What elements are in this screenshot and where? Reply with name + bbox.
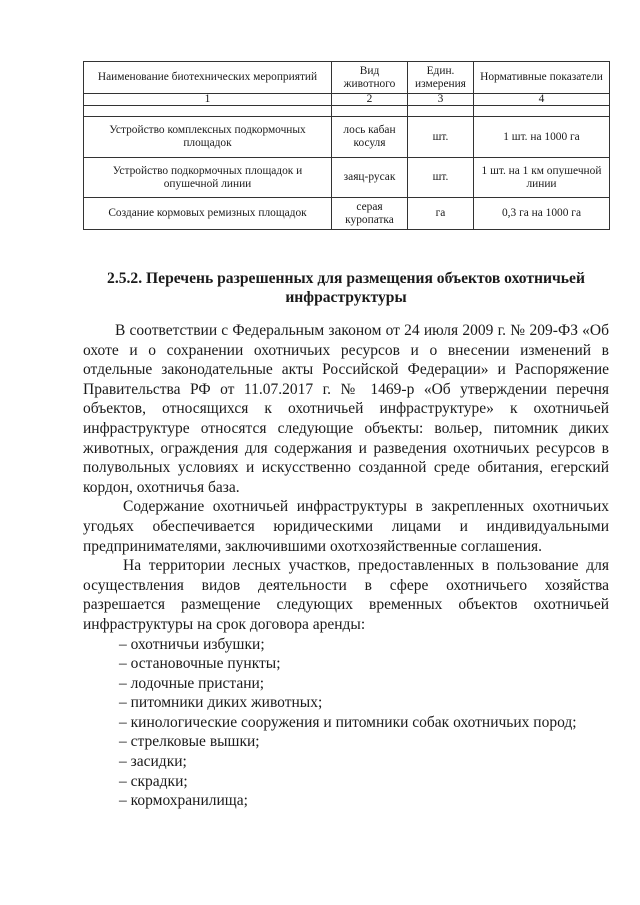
column-number: 2 [332,94,408,106]
list-item: – питомники диких животных; [119,694,323,712]
table-cell: серая куропатка [332,198,408,230]
table-cell: заяц-русак [332,158,408,198]
column-number: 1 [84,94,332,106]
table-empty-row [84,106,610,117]
table-cell: Устройство комплексных подкормочных площадок [84,117,332,158]
list-item: – кинологические сооружения и питомники собак охотничьих пород; [119,713,577,731]
table-cell: га [408,198,474,230]
list-item: – охотничьи избушки; [119,635,265,653]
table-cell: 1 шт. на 1 км опушечной линии [474,158,610,198]
table-header-row [84,62,610,94]
table-cell: шт. [408,158,474,198]
list-item: – лодочные пристани; [119,674,265,692]
header-measure-name: Наименование биотехнических мероприятий [84,62,332,94]
table-row [84,117,610,158]
list-item: – остановочные пункты; [119,655,281,673]
paragraph: В соответствии с Федеральным законом от 24 июля 2009 г. № 209-ФЗ «Об охоте и о сохранении охотничьих ресурсов и о внесении изменений в отдельные законодательные акты Российской Федерации» и Распоряжение Правительства РФ от 11.07.2017 г. № 1469-р «Об утверждении перечня объектов, относящихся к охотничьей инфраструктуре» к охотничьей инфраструктуре относятся следующие объекты: вольер, питомник диких животных, ограждения для содержания и разведения охотничьих ресурсов в полувольных условиях и искусственно созданной среде обитания, егерский кордон, охотничья база. [83,322,609,496]
table-cell: шт. [408,117,474,158]
header-norms: Нормативные показатели [474,62,610,94]
list-item: – стрелковые вышки; [119,733,260,751]
section-heading: 2.5.2. Перечень разрешенных для размещения объектов охотничьей инфраструктуры [107,270,585,306]
header-unit: Един. измерения [408,62,474,94]
table-cell: Создание кормовых ремизных площадок [84,198,332,230]
table-row [84,198,610,230]
table-column-numbers-row [84,94,610,106]
header-animal-species: Вид животного [332,62,408,94]
paragraph: Содержание охотничьей инфраструктуры в закрепленных охотничьих угодьях обеспечивается юридическими лицами и индивидуальными предпринимателями, заключившими охотхозяйственные соглашения. [83,498,609,555]
table-cell: 1 шт. на 1000 га [474,117,610,158]
biotechnical-measures-table [83,61,610,230]
table-cell: лось кабан косуля [332,117,408,158]
document-body [83,321,609,811]
table-cell: Устройство подкормочных площадок и опушечной линии [84,158,332,198]
table-row [84,158,610,198]
infrastructure-objects-list [83,635,609,811]
column-number: 3 [408,94,474,106]
list-item: – кормохранилища; [119,792,248,810]
list-item: – засидки; [119,753,187,771]
table-cell: 0,3 га на 1000 га [474,198,610,230]
paragraph: На территории лесных участков, предоставленных в пользование для осуществления видов деятельности в сфере охотничьего хозяйства разрешается размещение следующих временных объектов охотничьей инфраструктуры на срок договора аренды: [83,557,609,633]
column-number: 4 [474,94,610,106]
list-item: – скрадки; [119,772,188,790]
